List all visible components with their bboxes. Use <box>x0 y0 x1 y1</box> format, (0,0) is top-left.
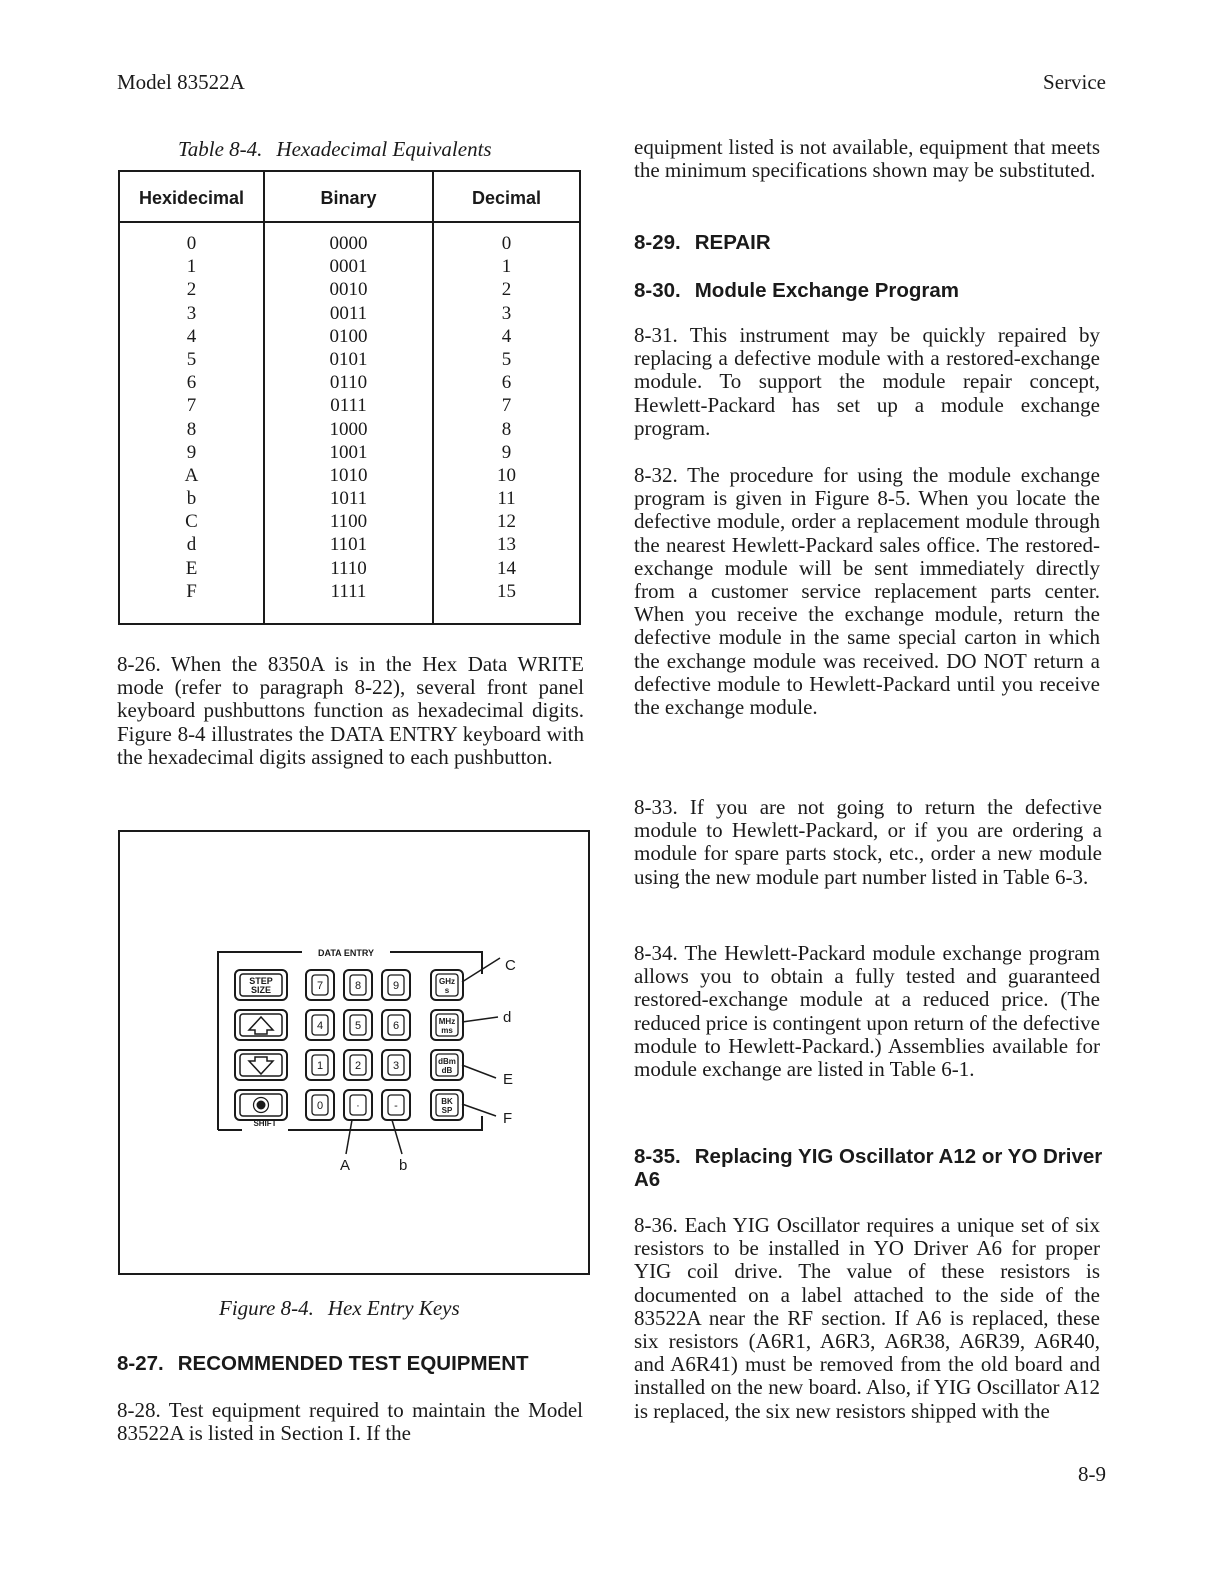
decimal-cell: 4 <box>501 325 512 347</box>
heading-8-29 <box>634 231 771 254</box>
key-0-label: 0 <box>316 1100 324 1112</box>
column-header-binary: Binary <box>320 188 377 208</box>
hex-cell: d <box>186 534 197 556</box>
decimal-cell: 6 <box>501 372 512 394</box>
callout-leader-d <box>462 1017 498 1022</box>
binary-cell: 1101 <box>329 534 368 556</box>
callout-c: C <box>505 957 516 974</box>
heading-8-27-title: RECOMMENDED TEST EQUIPMENT <box>177 1352 529 1375</box>
key-minus-label: - <box>394 1100 398 1112</box>
binary-cell: 1111 <box>330 580 367 602</box>
heading-8-27 <box>117 1352 529 1375</box>
binary-cell: 1011 <box>329 488 368 510</box>
dbm-label: dBm <box>438 1057 456 1066</box>
paragraph-8-32: 8-32. The procedure for using the module exchange program is given in Figure 8-5. When you locate the defective module, order a replacement module through the nearest Hewlett-Packard sales office. The restored-exchange module will be sent immediately directly from a customer service replacement parts center. When you receive the exchange module, return the defective module in the same special carton in which the exchange module was received. DO NOT return a defective module to Hewlett-Packard until you receive the exchange module. <box>634 463 1100 720</box>
callout-e: E <box>503 1071 514 1088</box>
size-label: SIZE <box>250 985 272 995</box>
binary-cell: 1100 <box>329 511 368 533</box>
decimal-cell: 15 <box>497 580 516 602</box>
heading-8-27-number: 8-27. <box>117 1352 164 1375</box>
table-caption-title: Hexadecimal Equivalents <box>276 137 492 161</box>
paragraph-8-33: 8-33. If you are not going to return the defective module to Hewlett-Packard, or if you are ordering a module for spare parts stock, etc., order a new module using the new module part number listed in Table 6-3. <box>634 795 1102 889</box>
decimal-cell: 8 <box>501 418 512 440</box>
decimal-cell: 1 <box>501 256 512 278</box>
key-4-label: 4 <box>316 1020 324 1032</box>
binary-cell: 0000 <box>329 233 368 254</box>
hex-cell: 7 <box>186 395 197 417</box>
table-caption <box>178 137 492 162</box>
down-arrow-icon <box>249 1057 273 1074</box>
callout-leader-b <box>392 1120 402 1154</box>
decimal-cell: 9 <box>501 441 512 463</box>
hex-cell: F <box>186 580 197 602</box>
decimal-cell: 3 <box>501 302 512 324</box>
paragraph-8-34: 8-34. The Hewlett-Packard module exchange program allows you to obtain a fully tested and guaranteed restored-exchange module at a reduced price. (The reduced price is contingent upon return of the defective module to Hewlett-Packard.) Assemblies available for module exchange are listed in Table 6-1. <box>634 941 1100 1082</box>
key-7-label: 7 <box>316 980 324 992</box>
step-label: STEP <box>249 976 273 986</box>
hex-cell: C <box>185 511 198 533</box>
decimal-cell: 13 <box>497 534 516 556</box>
callout-b: b <box>399 1157 408 1174</box>
figure-caption-title: Hex Entry Keys <box>327 1296 460 1320</box>
key-9-label: 9 <box>392 980 400 992</box>
table-header-rule <box>120 221 579 223</box>
paragraph-8-31: 8-31. This instrument may be quickly repaired by replacing a defective module with a restored-exchange module. To support the module repair concept, Hewlett-Packard has set up a module exchange program. <box>634 323 1100 440</box>
header-section: Service <box>1043 70 1106 94</box>
callout-d: d <box>503 1009 512 1026</box>
decimal-cell: 11 <box>497 488 516 510</box>
heading-8-35-title: Replacing YIG Oscillator A12 or YO Driver A6 <box>634 1145 1103 1191</box>
paragraph-8-36: 8-36. Each YIG Oscillator requires a unique set of six resistors to be installed in YO Driver A6 for proper YIG coil drive. The value of these resistors is documented on a label attached to the side of the 83522A near the RF section. If A6 is replaced, these six resistors (A6R1, A6R3, A6R38, A6R39, A6R40, and A6R41) must be removed from the old board and installed on the new board. Also, if YIG Oscillator A12 is replaced, the six new resistors shipped with the <box>634 1213 1100 1423</box>
key-3-label: 3 <box>392 1060 400 1072</box>
paragraph-8-28: 8-28. Test equipment required to maintain the Model 83522A is listed in Section I. If the <box>117 1398 583 1446</box>
header-model: Model 83522A <box>117 70 245 94</box>
key-2-label: 2 <box>354 1060 362 1072</box>
hex-cell: 2 <box>186 279 197 301</box>
key-8-label: 8 <box>354 980 362 992</box>
heading-8-35-number: 8-35. <box>634 1145 681 1168</box>
binary-cell: 0101 <box>329 348 368 370</box>
hex-cell: 6 <box>186 372 197 394</box>
hex-column <box>120 232 263 603</box>
key-5-label: 5 <box>354 1020 362 1032</box>
callout-leader-f <box>462 1104 496 1116</box>
hex-cell: b <box>186 488 197 510</box>
hex-cell: 9 <box>186 441 197 463</box>
key-point-label: · <box>356 1100 360 1112</box>
bk-label: BK <box>441 1097 453 1106</box>
callout-leader-a <box>346 1120 352 1154</box>
binary-cell: 0011 <box>329 302 368 324</box>
shift-dot-icon <box>257 1101 266 1110</box>
decimal-cell: 0 <box>501 233 512 254</box>
key-1-label: 1 <box>316 1060 324 1072</box>
keypad-illustration <box>120 832 588 1273</box>
hex-cell: 8 <box>186 418 197 440</box>
paragraph-8-26: 8-26. When the 8350A is in the Hex Data WRITE mode (refer to paragraph 8-22), several front panel keyboard pushbuttons function as hexadecimal digits. Figure 8-4 illustrates the DATA ENTRY keyboard with the hexadecimal digits assigned to each pushbutton. <box>117 652 584 769</box>
table-caption-number: Table 8-4. <box>178 137 263 161</box>
shift-label: SHIFT <box>253 1119 277 1128</box>
binary-cell: 0110 <box>329 372 368 394</box>
callout-leader-e <box>462 1065 496 1078</box>
hex-cell: 3 <box>186 302 197 324</box>
s-label: s <box>444 986 450 995</box>
binary-cell: 0010 <box>329 279 368 301</box>
decimal-cell: 2 <box>501 279 512 301</box>
callout-f: F <box>503 1110 513 1127</box>
sp-label: SP <box>441 1106 453 1115</box>
binary-cell: 1000 <box>329 418 368 440</box>
decimal-cell: 5 <box>501 348 512 370</box>
binary-cell: 0100 <box>329 325 368 347</box>
decimal-cell: 14 <box>497 557 516 579</box>
db-label: dB <box>441 1066 453 1075</box>
hex-cell: E <box>185 557 198 579</box>
binary-cell: 0111 <box>330 395 367 417</box>
key-6-label: 6 <box>392 1020 400 1032</box>
heading-8-30-title: Module Exchange Program <box>694 279 960 302</box>
hex-cell: 1 <box>186 256 197 278</box>
callout-a: A <box>340 1157 351 1174</box>
binary-cell: 0001 <box>329 256 368 278</box>
mhz-label: MHz <box>438 1017 456 1026</box>
decimal-cell: 12 <box>497 511 516 533</box>
up-arrow-icon <box>249 1017 273 1034</box>
heading-8-29-title: REPAIR <box>694 231 771 254</box>
hex-equivalents-table <box>118 170 581 625</box>
paragraph-continued: equipment listed is not available, equipment that meets the minimum specifications shown may be substituted. <box>634 135 1100 183</box>
figure-hex-entry-keys <box>118 830 590 1275</box>
decimal-cell: 7 <box>501 395 512 417</box>
decimal-column <box>434 232 579 603</box>
figure-caption-number: Figure 8-4. <box>219 1296 314 1320</box>
binary-cell: 1010 <box>329 464 368 486</box>
heading-8-30-number: 8-30. <box>634 279 681 302</box>
hex-cell: A <box>184 464 199 486</box>
column-header-hex: Hexidecimal <box>138 188 245 208</box>
data-entry-label: DATA ENTRY <box>318 948 374 958</box>
hex-cell: 0 <box>186 233 197 254</box>
ghz-label: GHz <box>439 977 455 986</box>
binary-column <box>265 232 432 603</box>
decimal-cell: 10 <box>497 464 516 486</box>
column-header-decimal: Decimal <box>471 188 542 208</box>
heading-8-30 <box>634 279 959 302</box>
hex-cell: 4 <box>186 325 197 347</box>
ms-label: ms <box>441 1026 453 1035</box>
hex-cell: 5 <box>186 348 197 370</box>
binary-cell: 1001 <box>329 441 368 463</box>
figure-caption <box>219 1296 460 1321</box>
page-number: 8-9 <box>1078 1462 1106 1486</box>
heading-8-35 <box>634 1145 1104 1191</box>
heading-8-29-number: 8-29. <box>634 231 681 254</box>
binary-cell: 1110 <box>330 557 367 579</box>
